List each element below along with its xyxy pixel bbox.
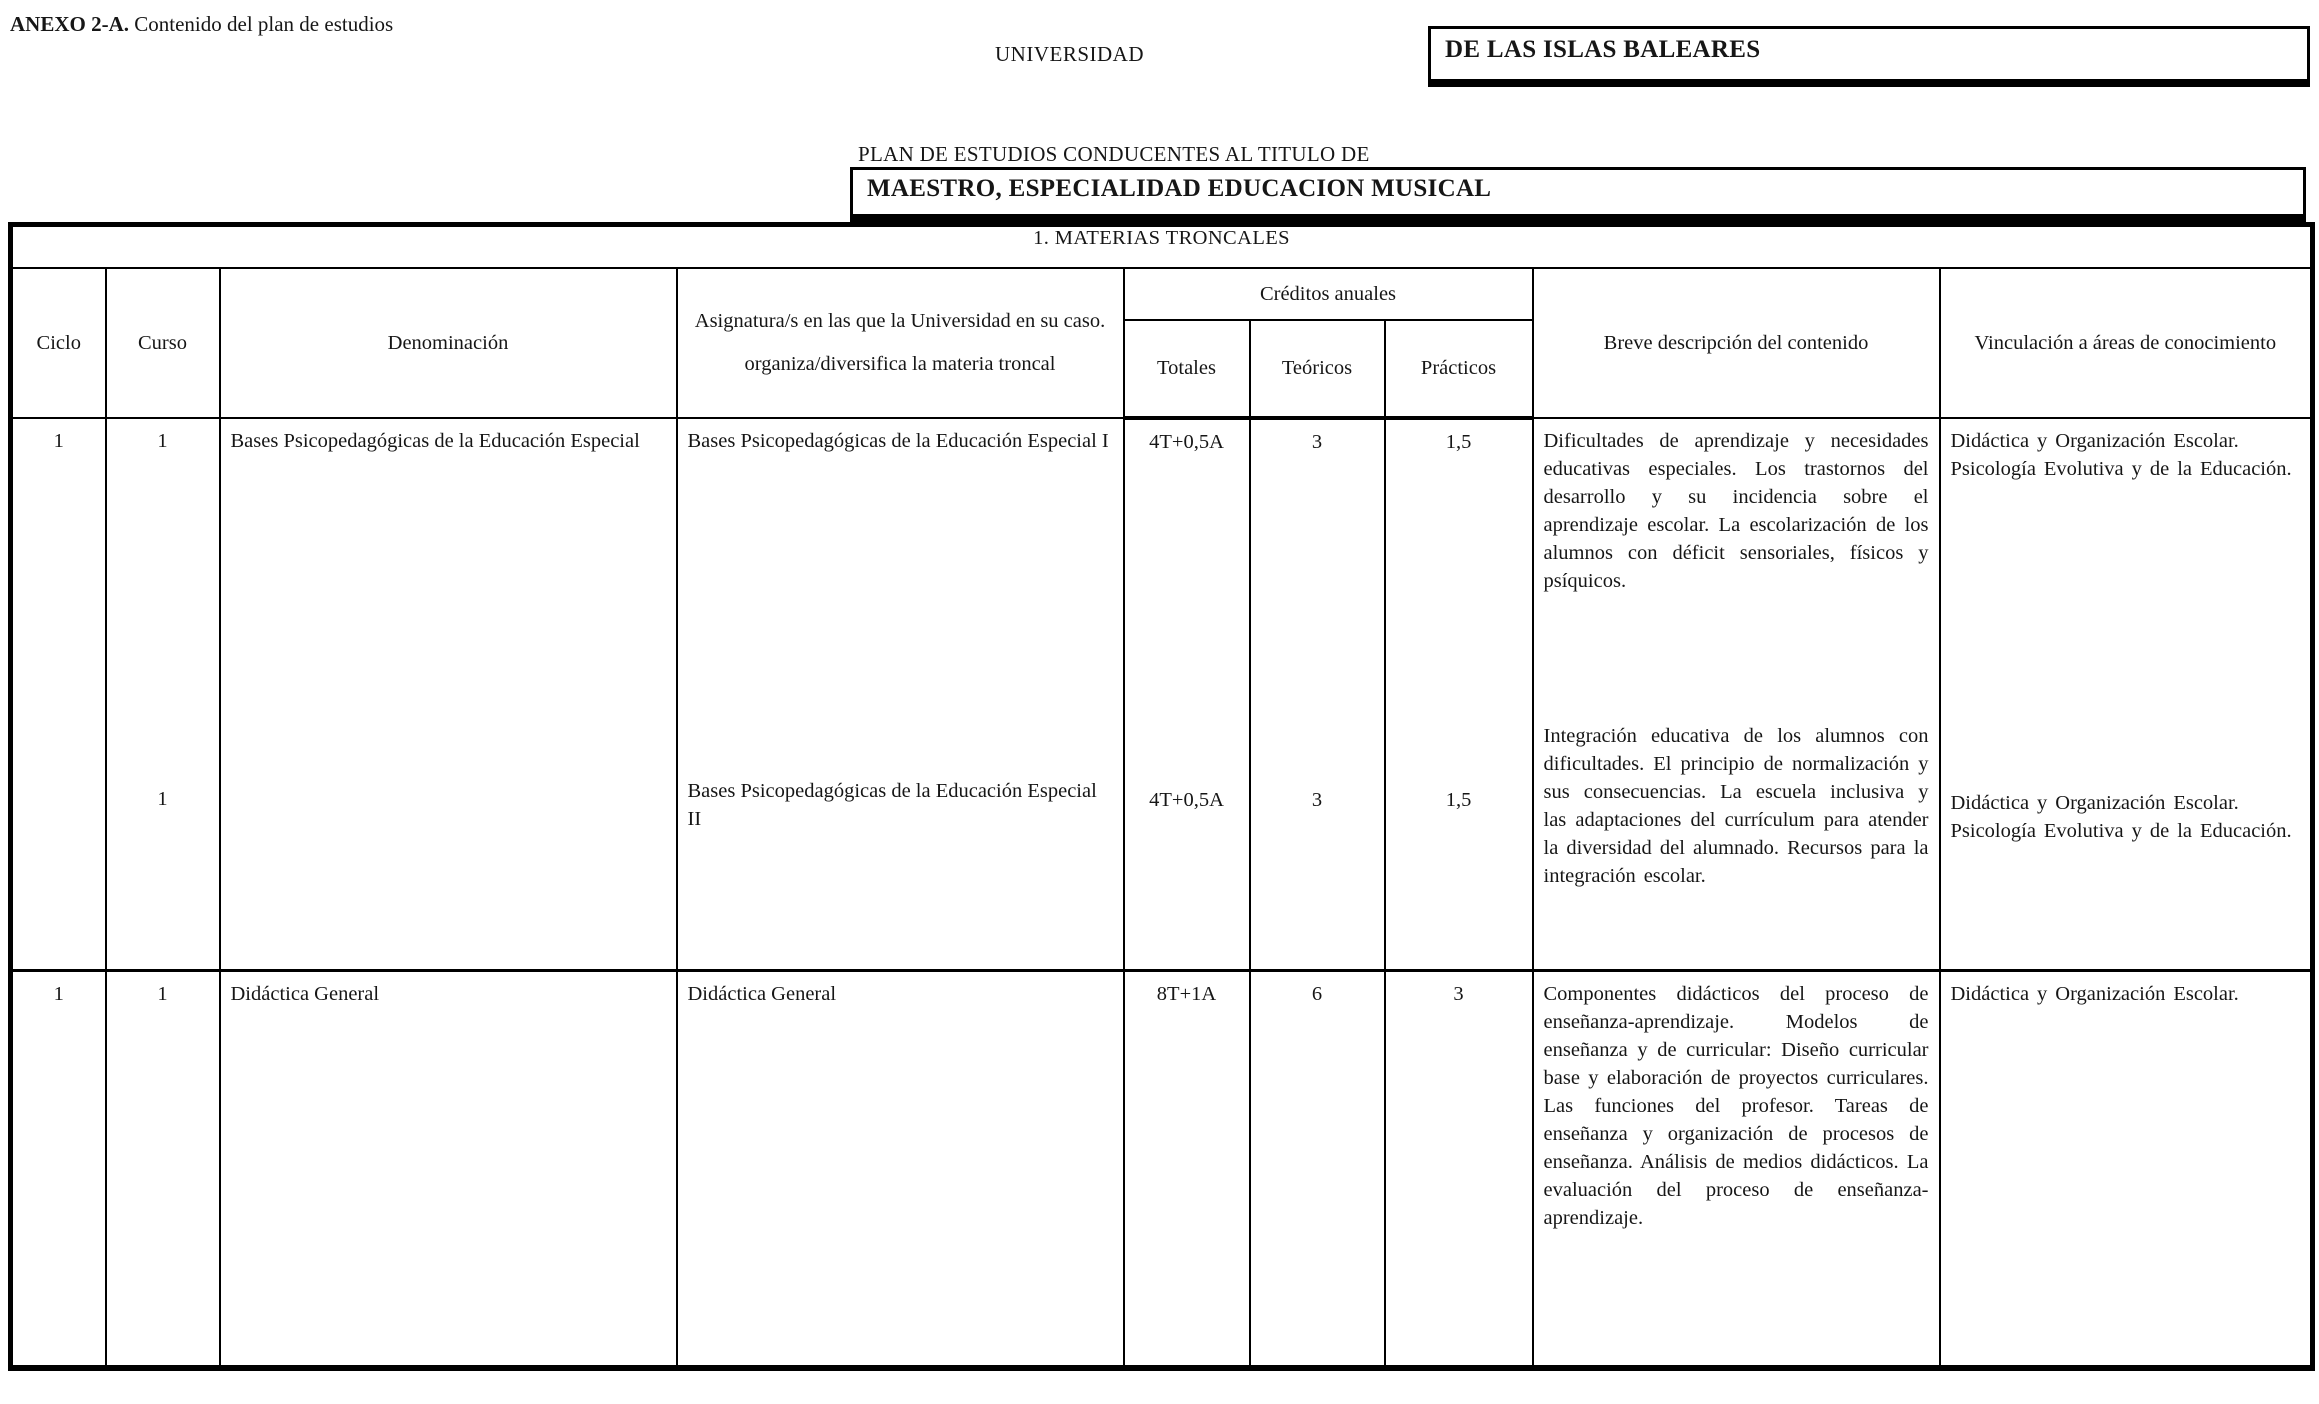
row1-vinculacion-1 xyxy=(1941,419,2311,483)
row2-descripcion xyxy=(1533,970,1940,1368)
row2-practicos-value: 3 xyxy=(1453,982,1464,1005)
row1-totales-1: 4T+0,5A xyxy=(1149,431,1224,453)
row2-descripcion-text: Componentes didácticos del proceso de enseñanza-aprendizaje. Modelos de enseñanza y de curricular: Diseño curricular base y elaboración de proyectos curriculares. Las funciones del profesor. Tareas de enseñanza y organización de procesos de enseñanza. Análisis de medios didácticos. La evaluación del proceso de enseñanza-aprendizaje. xyxy=(1543,982,1929,1229)
row1-asignatura-1: Bases Psicopedagógicas de la Educación Especial I xyxy=(687,430,1109,452)
row2-totales-value: 8T+1A xyxy=(1156,982,1217,1005)
row2-teoricos xyxy=(1250,970,1385,1368)
titulo-box xyxy=(850,167,2306,222)
universidad-box xyxy=(1428,26,2310,87)
materias-troncales-table xyxy=(8,222,2315,1371)
header-asignatura xyxy=(677,268,1124,418)
row1-totales xyxy=(1124,418,1250,970)
universidad-nombre: DE LAS ISLAS BALEARES xyxy=(1445,36,1761,63)
row1-descripcion-2: Integración educativa de los alumnos con dificultades. El principio de normalización y sus consecuencias. La escuela inclusiva y las adaptaciones del currículum para atender la diversidad del alumnado. Recursos para la integración escolar. xyxy=(1543,725,1929,887)
row1-vinculacion-1-area-2: Psicología Evolutiva y de la Educación. xyxy=(1950,458,2292,480)
row1-curso-2: 1 xyxy=(157,788,168,810)
row1-teoricos xyxy=(1250,418,1385,970)
row2-vinculacion xyxy=(1940,970,2313,1368)
row2-denominacion-text: Didáctica General xyxy=(230,982,380,1005)
header-denominacion: Denominación xyxy=(220,268,677,418)
row1-totales-2: 4T+0,5A xyxy=(1149,789,1224,811)
row1-denominacion xyxy=(220,418,677,970)
header-asignatura-line1: Asignatura/s en las que la Universidad en su caso. xyxy=(694,310,1106,332)
header-curso: Curso xyxy=(106,268,220,418)
row1-practicos-2: 1,5 xyxy=(1445,789,1472,811)
header-vinculacion: Vinculación a áreas de conocimiento xyxy=(1940,268,2313,418)
row2-totales xyxy=(1124,970,1250,1368)
row1-vinculacion xyxy=(1940,418,2313,970)
row2-curso xyxy=(106,970,220,1368)
plan-caption: PLAN DE ESTUDIOS CONDUCENTES AL TITULO DE xyxy=(858,142,1370,166)
anexo-heading xyxy=(10,12,393,37)
row1-teoricos-2: 3 xyxy=(1311,789,1323,811)
row1-teoricos-1: 3 xyxy=(1311,431,1323,453)
header-teoricos: Teóricos xyxy=(1250,320,1385,418)
row2-ciclo xyxy=(11,970,106,1368)
table-row-bases-psicopedagogicas xyxy=(11,418,2313,970)
table-row-didactica-general xyxy=(11,970,2313,1368)
row2-vinculacion-area-1: Didáctica y Organización Escolar. xyxy=(1950,982,2239,1005)
row1-asignatura-2: Bases Psicopedagógicas de la Educación Especial II xyxy=(687,780,1097,830)
row2-asignatura xyxy=(677,970,1124,1368)
row2-asignatura-text: Didáctica General xyxy=(687,982,837,1005)
row1-practicos-1: 1,5 xyxy=(1445,431,1472,453)
row1-denominacion-text: Bases Psicopedagógicas de la Educación Especial xyxy=(230,430,640,452)
header-totales: Totales xyxy=(1124,320,1250,418)
row2-ciclo-value: 1 xyxy=(53,982,64,1005)
header-creditos-anuales: Créditos anuales xyxy=(1124,268,1533,320)
universidad-label: UNIVERSIDAD xyxy=(995,42,1144,66)
row1-asignatura xyxy=(677,418,1124,970)
row1-vinculacion-2 xyxy=(1941,789,2311,845)
row1-curso-1: 1 xyxy=(157,430,168,452)
row1-practicos xyxy=(1385,418,1533,970)
row1-vinculacion-2-area-2: Psicología Evolutiva y de la Educación. xyxy=(1950,820,2292,842)
header-practicos: Prácticos xyxy=(1385,320,1533,418)
titulo-text: MAESTRO, ESPECIALIDAD EDUCACION MUSICAL xyxy=(867,175,1492,202)
section-row xyxy=(11,225,2313,269)
row1-ciclo-value: 1 xyxy=(53,430,64,452)
header-asignatura-line2: organiza/diversifica la materia troncal xyxy=(744,353,1056,375)
header-ciclo: Ciclo xyxy=(11,268,106,418)
anexo-label: ANEXO 2-A. xyxy=(10,12,129,36)
header-descripcion: Breve descripción del contenido xyxy=(1533,268,1940,418)
anexo-text: Contenido del plan de estudios xyxy=(129,12,394,36)
row1-vinculacion-1-area-1: Didáctica y Organización Escolar. xyxy=(1950,430,2239,452)
row1-curso xyxy=(106,418,220,970)
row1-vinculacion-2-area-1: Didáctica y Organización Escolar. xyxy=(1950,792,2239,814)
header-row xyxy=(11,268,2313,320)
row1-descripcion xyxy=(1533,418,1940,970)
row2-vinculacion-text xyxy=(1941,972,2311,1008)
row2-teoricos-value: 6 xyxy=(1311,982,1323,1005)
section-title: 1. MATERIAS TRONCALES xyxy=(11,225,2313,269)
row2-curso-value: 1 xyxy=(157,982,168,1005)
row1-descripcion-1: Dificultades de aprendizaje y necesidades educativas especiales. Los trastornos del desarrollo y su incidencia sobre el aprendizaje escolar. La escolarización de los alumnos con déficit sensoriales, físicos y psíquicos. xyxy=(1543,430,1929,592)
row1-ciclo xyxy=(11,418,106,970)
row2-practicos xyxy=(1385,970,1533,1368)
row2-denominacion xyxy=(220,970,677,1368)
